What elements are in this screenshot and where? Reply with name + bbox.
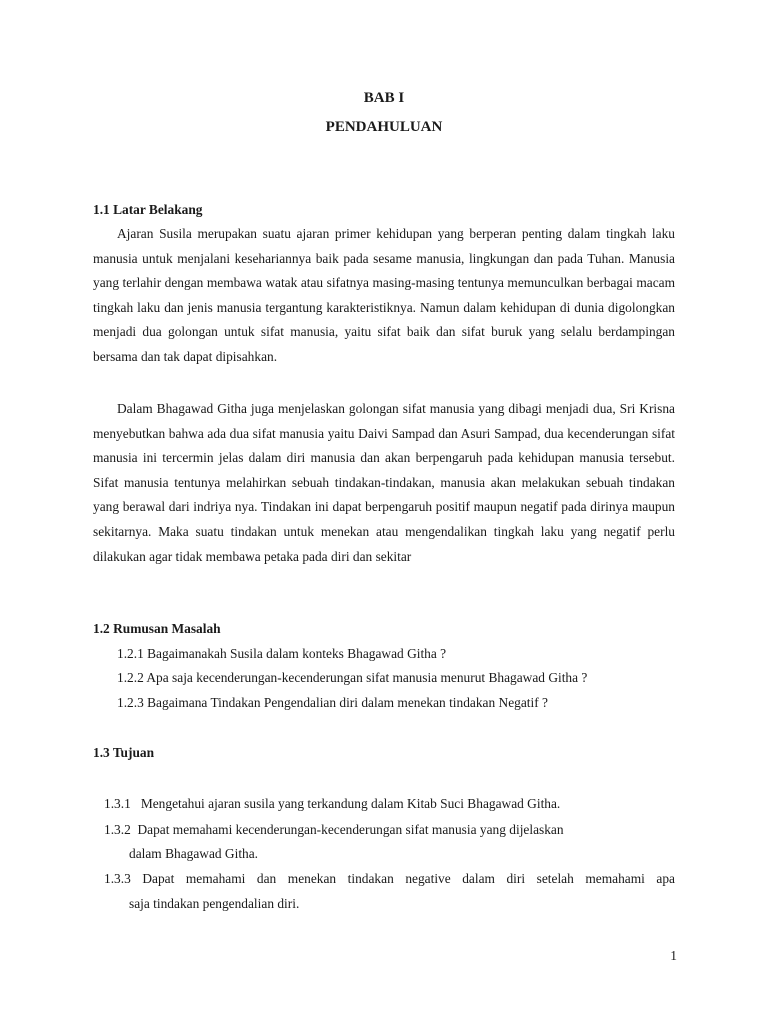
list-item: 1.2.3 Bagaimana Tindakan Pengendalian diri dalam menekan tindakan Negatif ? — [117, 695, 548, 710]
paragraph-latar-belakang-1: Ajaran Susila merupakan suatu ajaran primer kehidupan yang berperan penting dalam tingkah laku manusia untuk menjalani kesehariannya baik pada sesame manusia, lingkungan dan pada Tuhan. Manusia yang terlahir dengan membawa watak atau sifatnya masing-masing tentunya memunculkan berbagai macam tingkah laku dan jenis manusia tergantung karakteristiknya. Namun dalam kehidupan di dunia digolongkan menjadi dua golongan untuk sifat manusia, yaitu sifat baik dan sifat buruk yang selalu berdampingan bersama dan tak dapat dipisahkan. — [93, 226, 675, 364]
list-item: 1.2.2 Apa saja kecenderungan-kecenderungan sifat manusia menurut Bhagawad Githa ? — [117, 670, 588, 685]
list-item-continuation: saja tindakan pengendalian diri. — [129, 896, 300, 911]
list-item: 1.2.1 Bagaimanakah Susila dalam konteks Bhagawad Githa ? — [117, 646, 447, 661]
chapter-title: PENDAHULUAN — [325, 119, 443, 135]
list-item: 1.3.1 Mengetahui ajaran susila yang terkandung dalam Kitab Suci Bhagawad Githa. — [104, 796, 561, 811]
page-number: 1 — [670, 948, 677, 963]
section-heading-tujuan: 1.3 Tujuan — [93, 745, 155, 760]
list-item-continuation: dalam Bhagawad Githa. — [129, 846, 259, 861]
chapter-number: BAB I — [363, 90, 405, 106]
list-item: 1.3.2 Dapat memahami kecenderungan-kecenderungan sifat manusia yang dijelaskan — [104, 822, 564, 837]
list-item: 1.3.3 Dapat memahami dan menekan tindakan negative dalam diri setelah memahami apa — [104, 871, 675, 886]
section-heading-rumusan-masalah: 1.2 Rumusan Masalah — [93, 621, 221, 636]
paragraph-latar-belakang-2: Dalam Bhagawad Githa juga menjelaskan golongan sifat manusia yang dibagi menjadi dua, Sri Krisna menyebutkan bahwa ada dua sifat manusia yaitu Daivi Sampad dan Asuri Sampad, dua kecenderungan sifat manusia ini tercermin jelas dalam diri manusia dan akan berpengaruh pada kehidupan manusia tersebut. Sifat manusia tentunya melahirkan sebuah tindakan-tindakan, manusia akan melakukan sebuah tindakan yang berawal dari indriya nya. Tindakan ini dapat berpengaruh positif maupun negatif pada dirinya maupun sekitarnya. Maka suatu tindakan untuk menekan atau mengendalikan tingkah laku yang negatif perlu dilakukan agar tidak membawa petaka pada diri dan sekitar — [93, 401, 675, 564]
section-heading-latar-belakang: 1.1 Latar Belakang — [93, 202, 203, 217]
